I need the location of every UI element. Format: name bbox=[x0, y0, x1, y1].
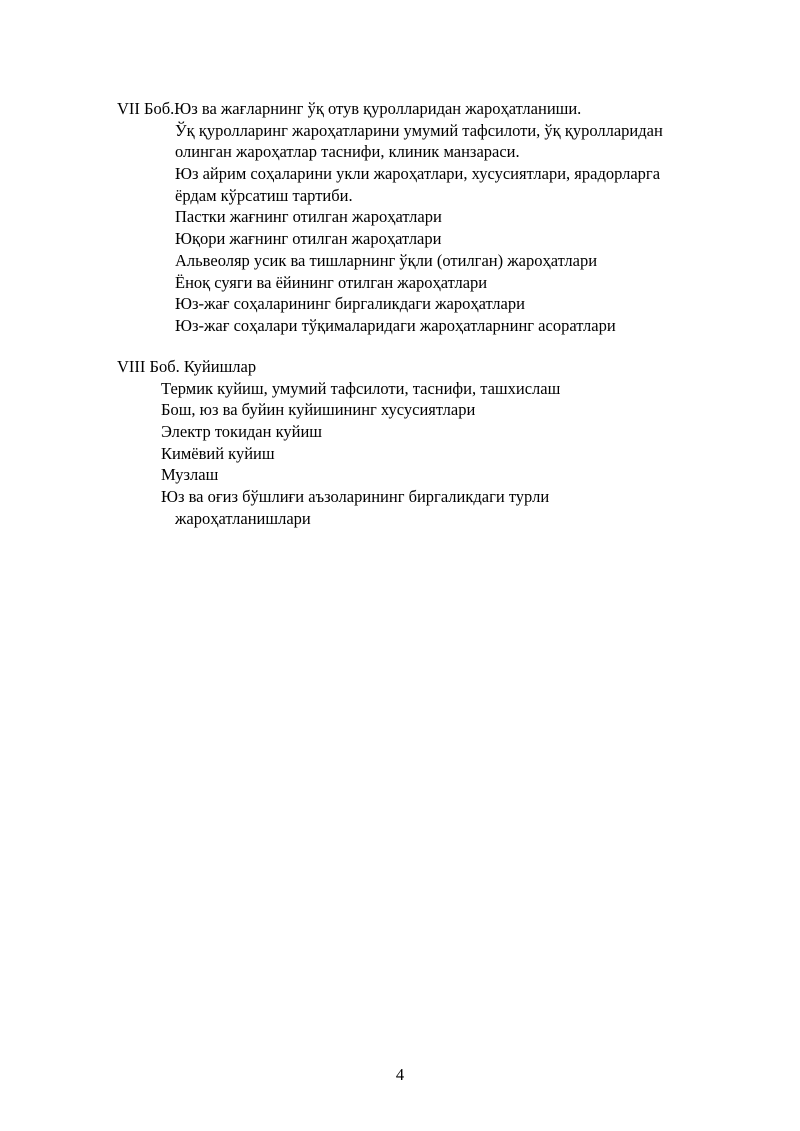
chapter-7-line: Юқори жағнинг отилган жароҳатлари bbox=[175, 229, 442, 249]
chapter-7-line: Ўқ қуролларинг жароҳатларини умумий тафсилоти, ўқ қуролларидан bbox=[175, 120, 663, 140]
chapter-7-line: Альвеоляр усик ва тишларнинг ўқли (отилган) жароҳатлари bbox=[175, 250, 598, 270]
chapter-7-line: Пастки жағнинг отилган жароҳатлари bbox=[175, 207, 442, 227]
chapter-8-line: Юз ва оғиз бўшлиғи аъзоларининг биргаликдаги турли bbox=[161, 487, 550, 507]
chapter-7-line: Юз-жағ соҳалари тўқималаридаги жароҳатларнинг асоратлари bbox=[175, 315, 616, 335]
chapter-8-heading: VIII Боб. Куйишлар bbox=[117, 357, 257, 376]
chapter-8-line: Музлаш bbox=[161, 465, 219, 485]
chapter-7-line: Юз айрим соҳаларини укли жароҳатлари, хусусиятлари, ярадорларга bbox=[175, 164, 661, 184]
chapter-7-heading: VII Боб.Юз ва жағларнинг ўқ отув қуролларидан жароҳатланиши. bbox=[117, 99, 582, 118]
chapter-7-line: олинган жароҳатлар таснифи, клиник манзараси. bbox=[175, 142, 520, 162]
chapter-7-line: Юз-жағ соҳаларининг биргаликдаги жароҳатлари bbox=[175, 294, 525, 314]
chapter-8-line: Бош, юз ва буйин куйишининг хусусиятлари bbox=[161, 400, 476, 420]
chapter-8-line: Термик куйиш, умумий тафсилоти, таснифи, ташхислаш bbox=[161, 378, 561, 398]
chapter-7-line: Ёноқ суяги ва ёйининг отилган жароҳатлари bbox=[175, 272, 488, 292]
page-number: 4 bbox=[395, 1065, 405, 1084]
chapter-8-line: Электр токидан куйиш bbox=[161, 422, 322, 442]
chapter-7-line: ёрдам кўрсатиш тартиби. bbox=[175, 185, 353, 205]
chapter-8-section bbox=[117, 356, 760, 530]
chapter-7-section bbox=[117, 98, 760, 337]
chapter-8-line-continuation: жароҳатланишлари bbox=[175, 508, 311, 528]
chapter-8-line: Кимёвий куйиш bbox=[161, 443, 275, 463]
